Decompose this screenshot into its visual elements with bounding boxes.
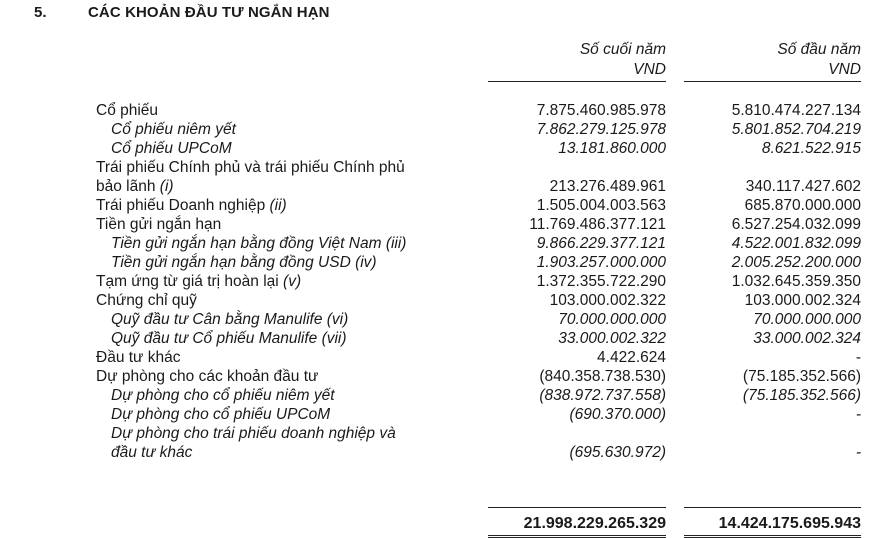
value-beginning-of-year: 103.000.002.324 (744, 292, 861, 309)
value-end-of-year: 213.276.489.961 (549, 178, 666, 195)
row-label-text: Tạm ứng từ giá trị hoàn lại (96, 273, 279, 290)
row-label: Đầu tư khác (96, 349, 181, 366)
value-beginning-of-year: 6.527.254.032.099 (731, 216, 861, 233)
row-note: (v) (283, 273, 302, 290)
table-row (0, 177, 872, 196)
value-end-of-year: (840.358.738.530) (539, 368, 666, 385)
value-end-of-year: 1.903.257.000.000 (536, 254, 666, 271)
row-label: Chứng chỉ quỹ (96, 292, 197, 309)
row-label: Dự phòng cho cổ phiếu niêm yết (111, 387, 335, 404)
row-label (96, 196, 287, 215)
row-note: (ii) (269, 197, 287, 214)
value-end-of-year: (695.630.972) (569, 444, 666, 461)
table-row (0, 329, 872, 348)
value-beginning-of-year: (75.185.352.566) (742, 387, 861, 404)
row-label: Tiền gửi ngắn hạn (96, 216, 222, 233)
value-end-of-year: 9.866.229.377.121 (536, 235, 666, 252)
total-beginning-of-year: 14.424.175.695.943 (718, 515, 861, 532)
row-label: Trái phiếu Chính phủ và trái phiếu Chính phủ (96, 159, 405, 176)
column-header-label: Số cuối năm (579, 41, 666, 58)
table-row (0, 405, 872, 424)
value-beginning-of-year: 340.117.427.602 (745, 178, 861, 195)
table-row (0, 120, 872, 139)
column-header-end-of-year (488, 40, 666, 82)
value-beginning-of-year: 685.870.000.000 (744, 197, 861, 214)
section-title: CÁC KHOẢN ĐẦU TƯ NGẮN HẠN (88, 4, 330, 21)
value-beginning-of-year: - (855, 444, 861, 461)
value-end-of-year: (838.972.737.558) (539, 387, 666, 404)
row-label (96, 177, 174, 196)
row-label: Tiền gửi ngắn hạn bằng đồng Việt Nam (iii) (111, 235, 407, 252)
table-row (0, 367, 872, 386)
table-row (0, 158, 872, 177)
value-end-of-year: 103.000.002.322 (549, 292, 666, 309)
table-row (0, 424, 872, 443)
section-number: 5. (34, 4, 47, 21)
row-label: Cổ phiếu niêm yết (111, 121, 236, 138)
value-beginning-of-year: 70.000.000.000 (753, 311, 861, 328)
value-beginning-of-year: - (855, 349, 861, 366)
value-end-of-year: 13.181.860.000 (558, 140, 666, 157)
value-beginning-of-year: (75.185.352.566) (742, 368, 861, 385)
row-label-text: Trái phiếu Doanh nghiệp (96, 197, 266, 214)
table-row (0, 443, 872, 462)
value-end-of-year: 1.372.355.722.290 (536, 273, 666, 290)
table-row (0, 291, 872, 310)
value-end-of-year: 7.875.460.985.978 (536, 102, 666, 119)
row-label: Cổ phiếu UPCoM (111, 140, 232, 157)
table-row (0, 272, 872, 291)
column-header-label: Số đầu năm (777, 41, 861, 58)
column-header-beginning-of-year (684, 40, 861, 82)
value-beginning-of-year: 8.621.522.915 (761, 140, 861, 157)
table-row (0, 348, 872, 367)
table-row (0, 196, 872, 215)
table-row (0, 215, 872, 234)
row-label: Dự phòng cho trái phiếu doanh nghiệp và (111, 425, 396, 442)
total-rule-beginning-of-year (684, 507, 861, 508)
table-row (0, 253, 872, 272)
column-header-unit: VND (684, 60, 861, 82)
row-note: (i) (159, 178, 174, 195)
table-row (0, 234, 872, 253)
value-end-of-year: 7.862.279.125.978 (536, 121, 666, 138)
row-label: Dự phòng cho các khoản đầu tư (96, 368, 319, 385)
value-end-of-year: 11.769.486.377.121 (529, 216, 666, 233)
value-beginning-of-year: 33.000.002.324 (753, 330, 861, 347)
row-label: Quỹ đầu tư Cổ phiếu Manulife (vii) (111, 330, 347, 347)
value-end-of-year: 70.000.000.000 (558, 311, 666, 328)
value-beginning-of-year: 1.032.645.359.350 (731, 273, 861, 290)
table-row (0, 139, 872, 158)
row-label: đầu tư khác (111, 444, 193, 461)
value-beginning-of-year: - (855, 406, 861, 423)
value-end-of-year: (690.370.000) (569, 406, 666, 423)
table-row (0, 310, 872, 329)
row-label: Dự phòng cho cổ phiếu UPCoM (111, 406, 331, 423)
total-rule-end-of-year (488, 507, 666, 508)
value-beginning-of-year: 5.801.852.704.219 (731, 121, 861, 138)
row-label (96, 272, 301, 291)
value-beginning-of-year: 2.005.252.200.000 (731, 254, 861, 271)
table-row (0, 386, 872, 405)
value-end-of-year: 4.422.624 (597, 349, 666, 366)
column-header-unit: VND (488, 60, 666, 82)
row-label: Cổ phiếu (96, 102, 159, 119)
value-beginning-of-year: 5.810.474.227.134 (731, 102, 861, 119)
row-label: Tiền gửi ngắn hạn bằng đồng USD (iv) (111, 254, 377, 271)
value-end-of-year: 33.000.002.322 (558, 330, 666, 347)
table-row (0, 101, 872, 120)
total-end-of-year: 21.998.229.265.329 (523, 515, 666, 532)
row-label-text: bảo lãnh (96, 178, 156, 195)
value-end-of-year: 1.505.004.003.563 (536, 197, 666, 214)
row-label: Quỹ đầu tư Cân bằng Manulife (vi) (111, 311, 349, 328)
value-beginning-of-year: 4.522.001.832.099 (731, 235, 861, 252)
